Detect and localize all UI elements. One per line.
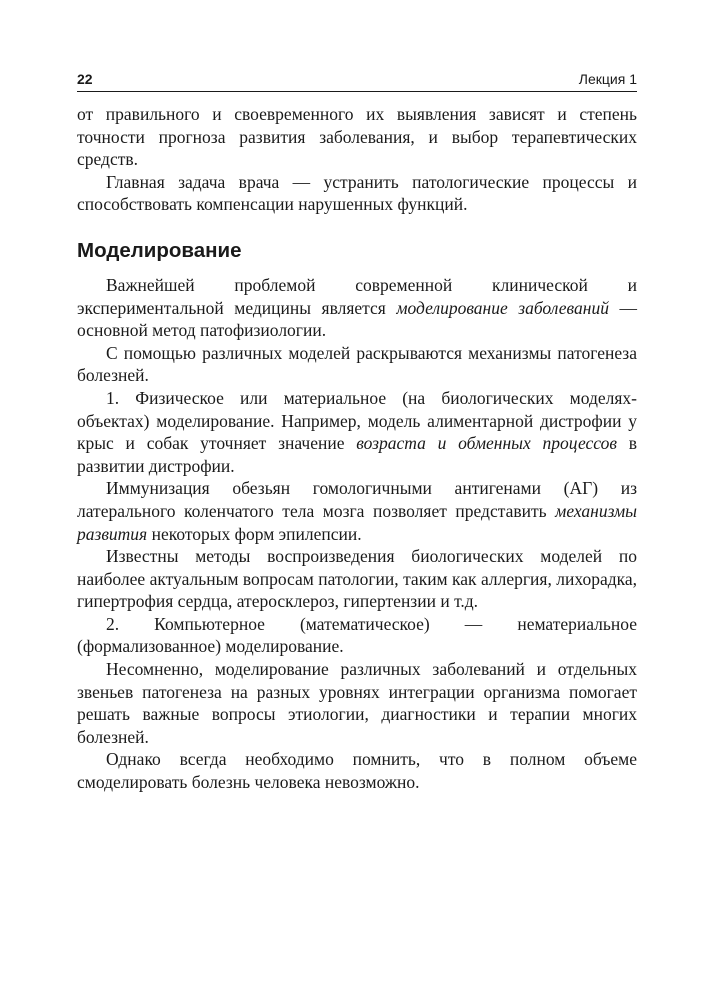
paragraph-continued: от правильного и своевременного их выявления зависят и степень точности прогноза развития заболевания, и выбор терапевтических средств. [77, 104, 637, 170]
emphasis-text: моделирование заболеваний [396, 297, 609, 318]
paragraph: 2. Компьютерное (математическое) — нематериальное (формализованное) моделирование. [77, 613, 637, 657]
book-page [77, 70, 637, 794]
paragraph: Однако всегда необходимо помнить, что в полном объеме смоделировать болезнь человека невозможно. [77, 749, 637, 793]
text-run: в развитии дистрофии. [77, 433, 638, 476]
running-header [77, 70, 637, 92]
emphasis-text: механизмы развития [77, 500, 637, 544]
paragraph [77, 274, 637, 342]
paragraph [77, 387, 637, 477]
paragraph: Несомненно, моделирование различных заболеваний и отдельных звеньев патогенеза на разных уровнях интеграции организма помогает решать важные вопросы этиологии, диагностики и терапии многих болезней. [77, 659, 637, 747]
paragraph: С помощью различных моделей раскрываются механизмы патогенеза болезней. [77, 342, 637, 386]
paragraph [77, 477, 637, 545]
text-run: — основной метод патофизиологии. [77, 297, 637, 341]
page-number: 22 [77, 71, 93, 87]
section-heading: Моделирование [77, 238, 242, 262]
paragraph: Известны методы воспроизведения биологических моделей по наиболее актуальным вопросам патологии, таким как аллергия, лихорадка, гипертрофия сердца, атеросклероз, гипертензии и т.д. [77, 546, 637, 612]
intro-text [77, 103, 637, 216]
chapter-title: Лекция 1 [578, 71, 637, 87]
section-text [77, 274, 637, 794]
text-run: Важнейшей проблемой современной клинической и экспериментальной медицины является [77, 274, 637, 318]
text-run: Иммунизация обезьян гомологичными антигенами (АГ) из латерального коленчатого тела мозга позволяет представить [77, 478, 637, 521]
text-run: 1. Физическое или материальное (на биологических моделях-объектах) моделирование. Например, модель алиментарной дистрофии у крыс и собак уточняет значение [77, 387, 637, 454]
text-run: некоторых форм эпилепсии. [147, 523, 362, 544]
emphasis-text: возраста и обменных процессов [356, 433, 617, 454]
paragraph: Главная задача врача — устранить патологические процессы и способствовать компенсации нарушенных функций. [77, 171, 637, 215]
